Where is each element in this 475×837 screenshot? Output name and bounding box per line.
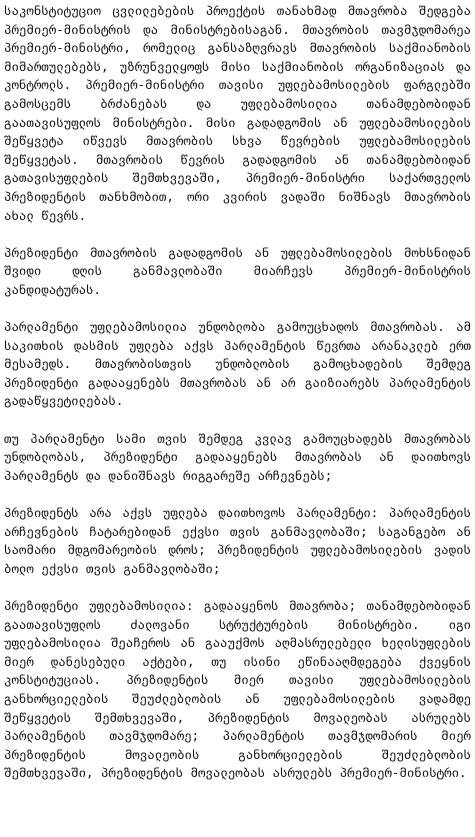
- paragraph-president-powers: პრეზიდენტი უფლებამოსილია: გადააყენოს მთავრობა; თანამდებობიდან გაათავისუფლოს ძალოვანი სტრუქტურების მინისტრები. იგი უფლებამოსილია შეაჩეროს ან გააუქმოს აღმასრულებელი ხელისუფლების მიერ დანესებული აქტები, თუ ისინი ეწინააღმდეგება ქვეყნის კონსტიტუციას. პრეზიდენტის მიერ თავისი უფლებამოსილების განხორციელების შეუძლებლობის ან უფლებამოსილების ვადამდე შეწყვეტის შემთხვევაში, პრეზიდენტის მოვალეობას ასრულებს პარლამენტის თავმჯდომარე; პარლამენტის თავმჯდომარის მიერ პრეზიდენტის მოვალეობის განხორციელების შეუძლებლობის შემთხვევაში, პრეზიდენტის მოვალეობას ასრულებს პრემიერ-მინისტრი.: [4, 598, 471, 781]
- paragraph-government-composition: საკონსტიტუციო ცვლილებების პროექტის თანახმად მთავრობა შედგება პრემიერ-მინისტრის და მინისტრებისაგან. მთავრობის თავმჯდომარეა პრემიერ-მინისტრი, რომელიც განსაზღვრავს მთავრობის საქმიანობის მიმართულებებს, უზრუნველყოფს მისი საქმიანობის ორგანიზაციას და კონტროლს. პრემიერ-მინისტრი თავისი უფლებამოსილების ფარგლებში გამოსცემს ბრძანებას და უფლებამოსილია თანამდებობიდან გაათავისუფლოს მინისტრები. მისი გადადგომის ან უფლებამოსილების შეწყვეტა იწვევს მთავრობის სხვა წევრების უფლებამოსილების შეწყვეტას. მთავრობის წევრის გადადგომის ან თანამდებობიდან გათავისუფლების შემთხვევაში, პრემიერ-მინისტრი საქართველოს პრეზიდენტის თანხმობით, ორი კვირის ვადაში ნიშნავს მთავრობის ახალ წევრს.: [4, 3, 471, 223]
- paragraph-repeat-no-confidence: თუ პარლამენტი სამი თვის შემდეგ კვლავ გამოუცხადებს მთავრობას უნდობლობას, პრეზიდენტი გადააყენებს მთავრობას ან დაითხოვს პარლამენტს და დანიშნავს რიგგარეშე არჩევნებს;: [4, 430, 471, 483]
- paragraph-pm-nomination: პრეზიდენტი მთავრობის გადადგომის ან უფლებამოსილების მოხსნიდან შვიდი დღის განმავლობაში მიარჩევს პრემიერ-მინისტრის კანდიდატურას.: [4, 244, 471, 297]
- paragraph-no-confidence: პარლამენტი უფლებამოსილია უნდობლობა გამოუცხადოს მთავრობას. ამ საკითხის დასმის უფლება აქვს პარლამენტის წევრთა არანაკლებ ერთ მესამედს. მთავრობისთვის უნდობლობის გამოცხადების შემდეგ პრეზიდენტი გადააყენებს მთავრობას ან არ გაიზიარებს პარლამენტის გადაწყვეტილებას.: [4, 319, 471, 409]
- paragraph-dissolution-limits: პრეზიდენტს არა აქვს უფლება დაითხოვოს პარლამენტი: პარლამენტის არჩევნების ჩატარებიდან ექვსი თვის განმავლობაში; საგანგებო ან საომარი მდგომარეობის დროს; პრეზიდენტის უფლებამოსილების ვადის ბოლო ექვსი თვის განმავლობაში;: [4, 505, 471, 576]
